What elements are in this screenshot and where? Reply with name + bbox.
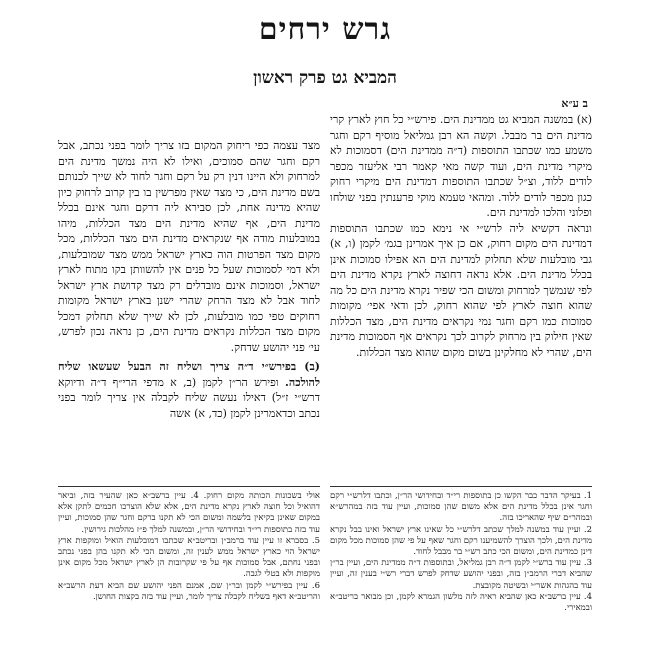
- footnotes-left-column: [58, 491, 320, 639]
- footnote: 6. עיין בפירש״י לקמן ובר״ן שם, אמנם הפני יהושע שם הביא דעת הרשב״א והריטב״א דאף בשליח לקבלה צריך לומר, ועיין עוד בזה בקצות החושן.: [58, 580, 320, 602]
- footnote: 4. עיין ברשב״א כאן שהביא ראיה לזה מלשון הגמרא לקמן, וכן מבואר בריטב״א ובמאירי.: [330, 591, 592, 614]
- main-paragraph: (א) במשנה המביא גט ממדינת הים. פירש״י כל חוץ לארץ קרי מדינת הים בר מבבל. וקשה הא רבן גמליאל מוסיף רקם וחגר משמע כמו שכתבו התוספות (ד״ה ממדינת הים) דסמוכות לא מיקרי מדינת הים, ועוד קשה מאי קאמר רבי אליעזר מכפר לודים ללוד, וצ״ל שכתבו התוספות דמדינת הים מיקרי רחוק כגון מכפר לודים ללוד. ומהאי טעמא מוקי פרענתין בפני שולחו ופלוני והלכו למדינת הים.: [330, 113, 592, 219]
- chapter-heading: המביא גט פרק ראשון: [253, 68, 397, 88]
- main-paragraph: מצד עצמה כפי ריחוק המקום בזו צריך לומר בפני נכתב, אבל רקם וחגר שהם סמוכים, ואילו לא היה נמשך מדינת הים למרחוק ולא היינו דנין רק על רקם וחגר לחוד לא שייך לכנותם בשם מדינת הים, כי מצד שאין מפרשין בו בין קרוב לרחוק כיון שהיא מדינה אחת, לכן סבירא ליה דרקם וחגר אינם בכלל מדינת הים, אף שהיא מדינת הים מצד הכללות, מיהו במובלעות מודה אף שנקראים מדינת הים מצד הכללות, מכל מקום מצד הפרטות הוה כארץ ישראל ממש מצד שמובלעות, ולא דמי לסמוכות שעל כל פנים אין להשוותן בקו מתוח לארץ ישראל, וסמוכות אינם מובדלים רק מצד קדושת ארץ ישראל לחוד אבל לא מצד הרחק שהרי ישנן בארץ ישראל מקומות רחוקים טפי כמו מובלעות, לכן לא שייך שלא תחלוק דמכל מקום מצד הכללות נקראים מדינת הים, כן נראה נכון לפרש, עי׳ פני יהושע שדחק.: [58, 139, 320, 354]
- main-text-left-column: [58, 138, 320, 470]
- footnote: 1. בעיקר הדבר כבר הקשו כן בתוספות רי״ד ובחידושי הר״ן, וכתבו דלרש״י רקם וחגר אינן בכלל מדינת הים אלא משום שהן סמוכות, ועיין עוד בזה במהרש״א ובמהר״ם שיף שהאריכו בזה.: [330, 491, 592, 524]
- section-body: ופירש הר״ן לקמן (ב, א מדפי הרי״ף ד״ה ודיוקא דרש״י ז״ל) דאילו נעשה שליח לקבלה אין צריך לומר בפני נכתב וכדאמרינן לקמן (כד, א) אשה: [58, 375, 320, 420]
- footnote: 3. עיין עוד ברש״י לקמן ד״ה רבן גמליאל, ובתוספות ד״ה ממדינת הים, ועיין בר״ן שהביא דברי הרמב״ן בזה, ובפני יהושע שדחק לפרש דברי רש״י בענין זה, ועיין עוד בהגהות אשר״י ובשיטה מקובצת.: [330, 558, 592, 591]
- footnotes-right-column: [330, 491, 592, 639]
- section-paragraph: [58, 359, 320, 421]
- running-title: גרש ירחים: [258, 12, 392, 47]
- footnote: אולי בשכונות הכותה מקום רחוק. 4. עיין ברשב״א כאן שהעיר בזה, וביאר דהואיל וכל חוצה לארץ נקרא מדינת הים, אלא שלא הוצרכו חכמים לתקן אלא במקום שאינן בקיאין בלשמה ומשום הכי לא תקנו ברקם וחגר שהן סמוכות, ועיין עוד בזה בתוספות רי״ד ובחידושי הר״ן, ובמשנה למלך פ״ז מהלכות גירושין.: [58, 491, 320, 535]
- footnote-divider: [330, 486, 592, 487]
- main-paragraph: ונראה דקשיא ליה לרש״י אי נימא כמו שכתבו התוספות דמדינת הים מקום רחוק, אם כן איך אמרינן בגמ׳ לקמן (ו, א) גבי מובלעות שלא תחלוק למדינת הים הא אפילו סמוכות אינן בכלל מדינת הים. אלא נראה דחוצה לארץ נקרא מדינת הים לפי שנמשך למרחוק ומשום הכי שפיר נקרא מדינת הים כל מה שהוא חוצה לארץ לפי שהוא רחוק, לכן ודאי אפי׳ מקומות סמוכות כמו רקם וחגר נמי נקראים מדינת הים, מצד הכללות שאין חילוק בין מרחוק לקרוב לכך נקראים אף הסמוכות מדינת הים, שהרי לא מחלקינן בשום מקום שהוא מצד הכללות.: [330, 221, 592, 359]
- footnote: 2. ועיין עוד במשנה למלך שכתב דלרש״י כל שאינו ארץ ישראל ואינו בבל נקרא מדינת הים, ולכך הוצרך להשמיענו רקם וחגר שאף על פי שהן סמוכות מכל מקום דינן כמדינת הים, ומשום הכי כתב רש״י בר מבבל לחוד.: [330, 524, 592, 558]
- main-text-right-column: [330, 112, 592, 470]
- section-heading: (ב) בפירש״י ד״ה צריך ושליח זה הבעל שעשאו שליח להולכה.: [58, 360, 320, 389]
- daf-reference: ב ע״א: [561, 97, 588, 110]
- footnote-divider: [58, 486, 320, 487]
- footnote: 5. בסברא זו עיין עוד ברמב״ן ובריטב״א שכתבו דמובלעות הואיל ומוקפות ארץ ישראל הוי כארץ ישראל ממש לענין זה, ומשום הכי לא תקנו בהן בפני נכתב ובפני נחתם, אבל סמוכות אף על פי שקרובות הן לארץ ישראל מכל מקום אינן מוקפות ולא בטלי לגבה.: [58, 535, 320, 580]
